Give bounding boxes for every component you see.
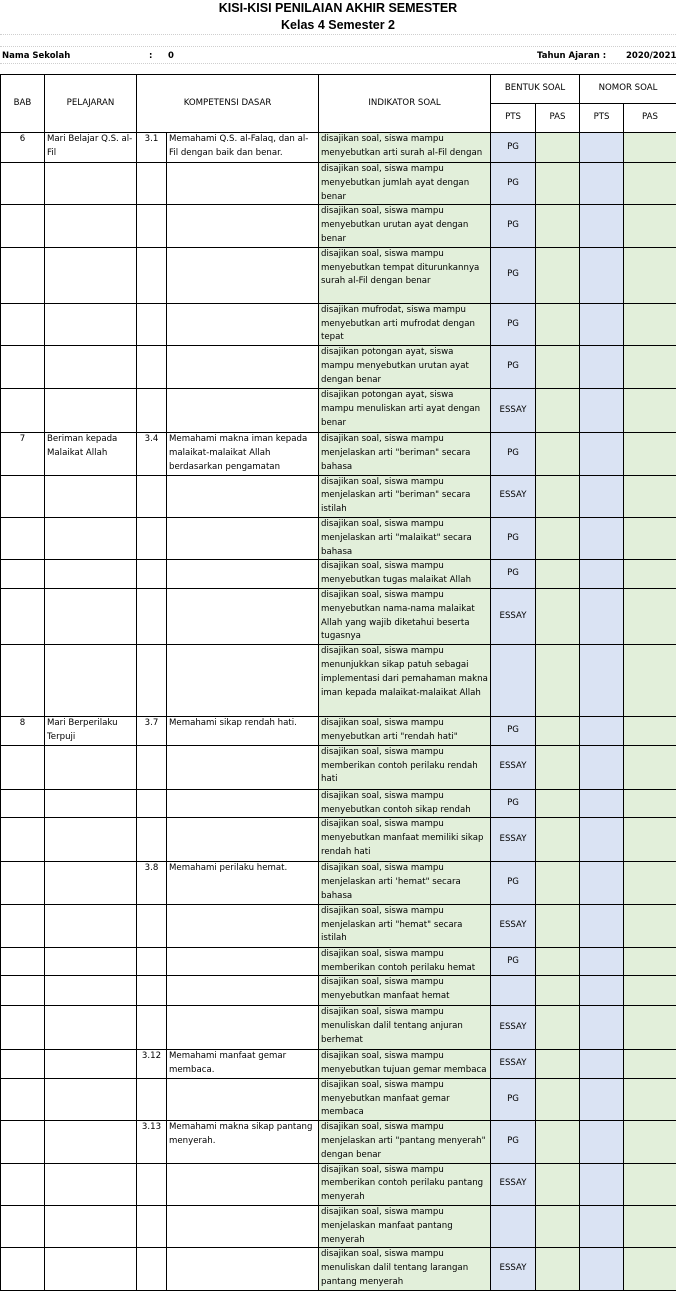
table-cell-kd-number xyxy=(137,976,167,1006)
table-cell-indikator: disajikan soal, siswa mampu menuliskan dalil tentang anjuran berhemat xyxy=(319,1006,491,1050)
table-cell-bentuk-pts: ESSAY xyxy=(491,1248,536,1290)
table-cell-bab xyxy=(1,1121,45,1163)
table-cell-bentuk-pts: ESSAY xyxy=(491,904,536,947)
table-cell-pelajaran xyxy=(45,303,137,345)
table-cell-kompetensi-dasar xyxy=(167,976,319,1006)
table-row xyxy=(1,1163,676,1205)
table-row xyxy=(1,904,676,947)
table-cell-nomor-pts xyxy=(580,1121,624,1163)
table-cell-pelajaran: Beriman kepada Malaikat Allah xyxy=(45,433,137,475)
table-cell-pelajaran xyxy=(45,1050,137,1079)
table-cell-pelajaran xyxy=(45,745,137,789)
table-cell-indikator: disajikan potongan ayat, siswa mampu menyebutkan urutan ayat dengan benar xyxy=(319,346,491,389)
table-cell-kd-number xyxy=(137,205,167,247)
table-cell-bab xyxy=(1,303,45,345)
document-title: KISI-KISI PENILAIAN AKHIR SEMESTER xyxy=(0,1,676,15)
table-cell-kd-number xyxy=(137,588,167,644)
table-cell-bab xyxy=(1,789,45,818)
table-cell-indikator: disajikan soal, siswa mampu menyebutkan manfaat gemar membaca xyxy=(319,1078,491,1120)
table-cell-kd-number xyxy=(137,947,167,976)
table-cell-pelajaran xyxy=(45,1006,137,1050)
table-cell-kompetensi-dasar xyxy=(167,745,319,789)
table-cell-nomor-pas xyxy=(624,475,676,517)
table-cell-nomor-pas xyxy=(624,588,676,644)
table-cell-indikator: disajikan soal, siswa mampu menyebutkan tugas malaikat Allah xyxy=(319,560,491,589)
table-cell-nomor-pts xyxy=(580,163,624,205)
table-cell-bentuk-pas xyxy=(536,303,580,345)
table-cell-indikator: disajikan soal, siswa mampu menyebutkan urutan ayat dengan benar xyxy=(319,205,491,247)
table-cell-bentuk-pas xyxy=(536,475,580,517)
table-cell-nomor-pas xyxy=(624,862,676,904)
table-cell-nomor-pts xyxy=(580,947,624,976)
table-cell-pelajaran xyxy=(45,904,137,947)
table-cell-nomor-pts xyxy=(580,1248,624,1290)
table-row xyxy=(1,1248,676,1290)
table-cell-indikator: disajikan soal, siswa mampu menyebutkan jumlah ayat dengan benar xyxy=(319,163,491,205)
table-cell-kd-number: 3.12 xyxy=(137,1050,167,1079)
table-cell-kd-number: 3.8 xyxy=(137,862,167,904)
table-cell-kd-number: 3.7 xyxy=(137,717,167,746)
table-cell-bab xyxy=(1,645,45,717)
table-cell-nomor-pas xyxy=(624,818,676,862)
table-cell-nomor-pts xyxy=(580,1050,624,1079)
table-cell-pelajaran xyxy=(45,1163,137,1205)
table-cell-bentuk-pts: ESSAY xyxy=(491,588,536,644)
table-row xyxy=(1,1006,676,1050)
table-cell-bentuk-pas xyxy=(536,205,580,247)
table-cell-bab xyxy=(1,862,45,904)
table-cell-kompetensi-dasar xyxy=(167,1163,319,1205)
table-cell-nomor-pas xyxy=(624,433,676,475)
table-cell-nomor-pas xyxy=(624,133,676,163)
table-cell-bentuk-pts: ESSAY xyxy=(491,1050,536,1079)
table-cell-pelajaran xyxy=(45,789,137,818)
table-cell-pelajaran: Mari Berperilaku Terpuji xyxy=(45,717,137,746)
table-cell-indikator: disajikan soal, siswa mampu menyebutkan arti "rendah hati" xyxy=(319,717,491,746)
table-cell-nomor-pas xyxy=(624,745,676,789)
table-cell-nomor-pts xyxy=(580,904,624,947)
table-cell-bentuk-pts: PG xyxy=(491,205,536,247)
table-row xyxy=(1,433,676,475)
school-label: Nama Sekolah xyxy=(2,50,70,62)
table-cell-kompetensi-dasar xyxy=(167,1006,319,1050)
table-cell-pelajaran xyxy=(45,818,137,862)
table-cell-bentuk-pas xyxy=(536,645,580,717)
kisi-kisi-table xyxy=(0,74,676,1291)
table-row xyxy=(1,517,676,559)
table-cell-indikator: disajikan soal, siswa mampu menjelaskan arti "beriman" secara bahasa xyxy=(319,433,491,475)
table-cell-indikator: disajikan soal, siswa mampu menjelaskan arti "pantang menyerah" dengan benar xyxy=(319,1121,491,1163)
table-cell-kd-number xyxy=(137,645,167,717)
table-cell-nomor-pas xyxy=(624,947,676,976)
header-bentuk-soal: BENTUK SOAL xyxy=(491,75,580,104)
table-cell-bentuk-pts: PG xyxy=(491,862,536,904)
table-cell-bab xyxy=(1,205,45,247)
table-cell-pelajaran xyxy=(45,560,137,589)
table-cell-bentuk-pas xyxy=(536,717,580,746)
table-cell-bab xyxy=(1,163,45,205)
header-nomor-soal: NOMOR SOAL xyxy=(580,75,676,104)
table-cell-kd-number xyxy=(137,475,167,517)
table-cell-bentuk-pts: PG xyxy=(491,133,536,163)
table-cell-kd-number xyxy=(137,517,167,559)
table-cell-indikator: disajikan soal, siswa mampu menyebutkan nama-nama malaikat Allah yang wajib diketahui beserta tugasnya xyxy=(319,588,491,644)
table-cell-nomor-pts xyxy=(580,1163,624,1205)
table-cell-bentuk-pts: ESSAY xyxy=(491,389,536,433)
table-cell-nomor-pas xyxy=(624,346,676,389)
table-cell-kompetensi-dasar xyxy=(167,947,319,976)
table-cell-bentuk-pts: PG xyxy=(491,560,536,589)
table-cell-kd-number xyxy=(137,389,167,433)
table-cell-pelajaran: Mari Belajar Q.S. al-Fil xyxy=(45,133,137,163)
table-cell-kompetensi-dasar xyxy=(167,389,319,433)
year-value: 2020/2021 xyxy=(626,50,676,62)
table-cell-nomor-pas xyxy=(624,1163,676,1205)
table-cell-nomor-pas xyxy=(624,560,676,589)
table-cell-kd-number xyxy=(137,303,167,345)
table-cell-nomor-pts xyxy=(580,433,624,475)
table-cell-indikator: disajikan soal, siswa mampu menyebutkan contoh sikap rendah xyxy=(319,789,491,818)
table-cell-nomor-pas xyxy=(624,1006,676,1050)
table-cell-nomor-pas xyxy=(624,1121,676,1163)
table-cell-bab xyxy=(1,517,45,559)
table-cell-nomor-pas xyxy=(624,717,676,746)
table-row xyxy=(1,389,676,433)
table-cell-bentuk-pas xyxy=(536,1206,580,1248)
table-cell-pelajaran xyxy=(45,645,137,717)
table-cell-kd-number: 3.13 xyxy=(137,1121,167,1163)
table-cell-bab: 7 xyxy=(1,433,45,475)
table-cell-bentuk-pas xyxy=(536,247,580,303)
table-cell-nomor-pts xyxy=(580,1078,624,1120)
table-cell-bab xyxy=(1,745,45,789)
table-cell-nomor-pas xyxy=(624,976,676,1006)
table-cell-indikator: disajikan soal, siswa mampu menuliskan dalil tentang larangan pantang menyerah xyxy=(319,1248,491,1290)
table-cell-bab xyxy=(1,475,45,517)
table-cell-nomor-pts xyxy=(580,645,624,717)
table-cell-kd-number xyxy=(137,560,167,589)
table-cell-bentuk-pts: ESSAY xyxy=(491,1163,536,1205)
table-cell-indikator: disajikan soal, siswa mampu menyebutkan tujuan gemar membaca xyxy=(319,1050,491,1079)
table-cell-pelajaran xyxy=(45,1078,137,1120)
table-cell-kd-number xyxy=(137,1206,167,1248)
table-cell-kompetensi-dasar xyxy=(167,1248,319,1290)
table-cell-nomor-pts xyxy=(580,560,624,589)
table-cell-indikator: disajikan soal, siswa mampu memberikan contoh perilaku hemat xyxy=(319,947,491,976)
table-cell-kompetensi-dasar xyxy=(167,346,319,389)
table-cell-bentuk-pts: PG xyxy=(491,247,536,303)
table-cell-pelajaran xyxy=(45,947,137,976)
table-cell-kd-number: 3.4 xyxy=(137,433,167,475)
table-cell-indikator: disajikan soal, siswa mampu menjelaskan arti "hemat" secara istilah xyxy=(319,904,491,947)
table-row xyxy=(1,163,676,205)
table-cell-kd-number xyxy=(137,163,167,205)
table-cell-kd-number: 3.1 xyxy=(137,133,167,163)
table-cell-nomor-pts xyxy=(580,205,624,247)
table-cell-bab xyxy=(1,1248,45,1290)
table-cell-kompetensi-dasar xyxy=(167,247,319,303)
table-cell-bab xyxy=(1,904,45,947)
table-cell-bentuk-pas xyxy=(536,976,580,1006)
table-cell-indikator: disajikan soal, siswa mampu menjelaskan arti "beriman" secara istilah xyxy=(319,475,491,517)
table-cell-kompetensi-dasar xyxy=(167,645,319,717)
header-bentuk-pts: PTS xyxy=(491,104,536,133)
table-cell-indikator: disajikan soal, siswa mampu menyebutkan manfaat hemat xyxy=(319,976,491,1006)
table-cell-nomor-pts xyxy=(580,818,624,862)
table-cell-bentuk-pas xyxy=(536,745,580,789)
header-indikator-soal: INDIKATOR SOAL xyxy=(319,75,491,133)
table-cell-bab xyxy=(1,588,45,644)
table-cell-kompetensi-dasar: Memahami sikap rendah hati. xyxy=(167,717,319,746)
header-pelajaran: PELAJARAN xyxy=(45,75,137,133)
table-cell-kd-number xyxy=(137,1248,167,1290)
table-cell-kompetensi-dasar xyxy=(167,818,319,862)
table-cell-kompetensi-dasar: Memahami makna sikap pantang menyerah. xyxy=(167,1121,319,1163)
table-cell-bentuk-pts: PG xyxy=(491,947,536,976)
table-cell-nomor-pas xyxy=(624,1248,676,1290)
table-cell-nomor-pas xyxy=(624,1206,676,1248)
table-row xyxy=(1,133,676,163)
table-cell-indikator: disajikan mufrodat, siswa mampu menyebutkan arti mufrodat dengan tepat xyxy=(319,303,491,345)
table-cell-kd-number xyxy=(137,346,167,389)
table-cell-bentuk-pas xyxy=(536,1006,580,1050)
table-cell-nomor-pts xyxy=(580,862,624,904)
table-cell-nomor-pts xyxy=(580,133,624,163)
table-cell-bentuk-pts: PG xyxy=(491,789,536,818)
table-cell-pelajaran xyxy=(45,1248,137,1290)
table-cell-pelajaran xyxy=(45,163,137,205)
table-cell-bentuk-pas xyxy=(536,1078,580,1120)
table-row xyxy=(1,247,676,303)
table-cell-indikator: disajikan soal, siswa mampu menjelaskan arti "malaikat" secara bahasa xyxy=(319,517,491,559)
school-value: 0 xyxy=(168,50,174,62)
table-cell-kd-number xyxy=(137,818,167,862)
table-cell-bentuk-pts xyxy=(491,645,536,717)
table-cell-nomor-pas xyxy=(624,247,676,303)
header-nomor-pts: PTS xyxy=(580,104,624,133)
table-cell-pelajaran xyxy=(45,588,137,644)
table-cell-bab xyxy=(1,346,45,389)
table-cell-nomor-pts xyxy=(580,588,624,644)
table-cell-nomor-pts xyxy=(580,346,624,389)
table-cell-bentuk-pas xyxy=(536,947,580,976)
table-cell-bentuk-pas xyxy=(536,1248,580,1290)
table-cell-bentuk-pts: PG xyxy=(491,1078,536,1120)
table-cell-bentuk-pts: ESSAY xyxy=(491,475,536,517)
table-cell-bentuk-pts: PG xyxy=(491,346,536,389)
table-cell-pelajaran xyxy=(45,1121,137,1163)
table-row xyxy=(1,346,676,389)
table-cell-bab xyxy=(1,1163,45,1205)
table-cell-kompetensi-dasar: Memahami perilaku hemat. xyxy=(167,862,319,904)
table-cell-kompetensi-dasar xyxy=(167,1078,319,1120)
table-cell-bentuk-pts: ESSAY xyxy=(491,1006,536,1050)
table-cell-nomor-pas xyxy=(624,205,676,247)
table-cell-pelajaran xyxy=(45,389,137,433)
table-cell-kd-number xyxy=(137,789,167,818)
table-row xyxy=(1,976,676,1006)
table-cell-indikator: disajikan soal, siswa mampu menjelaskan arti 'hemat" secara bahasa xyxy=(319,862,491,904)
table-cell-nomor-pts xyxy=(580,247,624,303)
table-cell-nomor-pas xyxy=(624,163,676,205)
table-row xyxy=(1,862,676,904)
table-cell-kompetensi-dasar xyxy=(167,904,319,947)
table-cell-pelajaran xyxy=(45,517,137,559)
table-cell-indikator: disajikan soal, siswa mampu memberikan contoh perilaku rendah hati xyxy=(319,745,491,789)
table-cell-kompetensi-dasar xyxy=(167,517,319,559)
table-cell-bentuk-pts: PG xyxy=(491,433,536,475)
table-cell-indikator: disajikan soal, siswa mampu menyebutkan tempat diturunkannya surah al-Fil dengan benar xyxy=(319,247,491,303)
table-cell-kd-number xyxy=(137,1078,167,1120)
table-cell-pelajaran xyxy=(45,247,137,303)
table-cell-nomor-pts xyxy=(580,789,624,818)
table-cell-bentuk-pts xyxy=(491,1206,536,1248)
table-cell-bab xyxy=(1,389,45,433)
table-cell-indikator: disajikan soal, siswa mampu menunjukkan sikap patuh sebagai implementasi dari pemahaman makna iman kepada malaikat-malaikat Allah xyxy=(319,645,491,717)
table-cell-nomor-pts xyxy=(580,976,624,1006)
table-row xyxy=(1,717,676,746)
table-cell-bentuk-pas xyxy=(536,133,580,163)
table-cell-bentuk-pas xyxy=(536,789,580,818)
table-cell-nomor-pas xyxy=(624,645,676,717)
table-cell-nomor-pas xyxy=(624,1078,676,1120)
table-cell-nomor-pts xyxy=(580,475,624,517)
table-cell-bentuk-pts: PG xyxy=(491,1121,536,1163)
table-cell-bab xyxy=(1,947,45,976)
table-cell-bentuk-pas xyxy=(536,433,580,475)
table-cell-kompetensi-dasar xyxy=(167,163,319,205)
table-cell-pelajaran xyxy=(45,976,137,1006)
table-cell-bentuk-pas xyxy=(536,862,580,904)
table-cell-bab xyxy=(1,1206,45,1248)
table-cell-bentuk-pas xyxy=(536,389,580,433)
table-cell-bentuk-pas xyxy=(536,517,580,559)
table-cell-indikator: disajikan soal, siswa mampu menjelaskan manfaat pantang menyerah xyxy=(319,1206,491,1248)
table-cell-bentuk-pas xyxy=(536,1050,580,1079)
header-bab: BAB xyxy=(1,75,45,133)
table-cell-nomor-pas xyxy=(624,389,676,433)
table-cell-nomor-pts xyxy=(580,1206,624,1248)
table-cell-bentuk-pas xyxy=(536,588,580,644)
table-cell-bentuk-pts: PG xyxy=(491,717,536,746)
table-cell-pelajaran xyxy=(45,346,137,389)
document-subtitle: Kelas 4 Semester 2 xyxy=(0,18,676,32)
table-cell-bentuk-pts: PG xyxy=(491,303,536,345)
table-cell-pelajaran xyxy=(45,475,137,517)
table-cell-kd-number xyxy=(137,247,167,303)
table-cell-bentuk-pts: ESSAY xyxy=(491,745,536,789)
table-cell-nomor-pts xyxy=(580,717,624,746)
table-row xyxy=(1,947,676,976)
table-cell-nomor-pas xyxy=(624,517,676,559)
table-cell-kd-number xyxy=(137,904,167,947)
table-cell-kompetensi-dasar xyxy=(167,303,319,345)
table-row xyxy=(1,560,676,589)
table-cell-bentuk-pas xyxy=(536,346,580,389)
table-cell-pelajaran xyxy=(45,205,137,247)
table-cell-kompetensi-dasar xyxy=(167,560,319,589)
table-row xyxy=(1,303,676,345)
table-cell-nomor-pts xyxy=(580,389,624,433)
table-row xyxy=(1,789,676,818)
table-cell-bentuk-pas xyxy=(536,904,580,947)
table-cell-bentuk-pas xyxy=(536,818,580,862)
table-cell-pelajaran xyxy=(45,1206,137,1248)
table-cell-bab xyxy=(1,560,45,589)
table-row xyxy=(1,1078,676,1120)
table-cell-kompetensi-dasar: Memahami makna iman kepada malaikat-malaikat Allah berdasarkan pengamatan xyxy=(167,433,319,475)
table-cell-kd-number xyxy=(137,745,167,789)
table-cell-nomor-pas xyxy=(624,1050,676,1079)
table-cell-bab: 6 xyxy=(1,133,45,163)
table-cell-kompetensi-dasar: Memahami manfaat gemar membaca. xyxy=(167,1050,319,1079)
table-cell-bentuk-pts: PG xyxy=(491,517,536,559)
table-row xyxy=(1,1206,676,1248)
header-kompetensi-dasar: KOMPETENSI DASAR xyxy=(137,75,319,133)
table-row xyxy=(1,745,676,789)
table-cell-kompetensi-dasar xyxy=(167,789,319,818)
table-cell-nomor-pts xyxy=(580,745,624,789)
table-cell-bab xyxy=(1,1050,45,1079)
table-cell-bentuk-pts: ESSAY xyxy=(491,818,536,862)
table-cell-indikator: disajikan soal, siswa mampu menyebutkan arti surah al-Fil dengan xyxy=(319,133,491,163)
table-cell-kd-number xyxy=(137,1163,167,1205)
table-cell-nomor-pas xyxy=(624,303,676,345)
table-cell-bab xyxy=(1,1078,45,1120)
table-cell-bentuk-pts xyxy=(491,976,536,1006)
table-cell-indikator: disajikan potongan ayat, siswa mampu menuliskan arti ayat dengan benar xyxy=(319,389,491,433)
table-cell-kompetensi-dasar: Memahami Q.S. al-Falaq, dan al-Fil dengan baik dan benar. xyxy=(167,133,319,163)
table-row xyxy=(1,818,676,862)
table-cell-indikator: disajikan soal, siswa mampu menyebutkan manfaat memiliki sikap rendah hati xyxy=(319,818,491,862)
header-nomor-pas: PAS xyxy=(624,104,676,133)
table-row xyxy=(1,1121,676,1163)
table-cell-kd-number xyxy=(137,1006,167,1050)
table-cell-kompetensi-dasar xyxy=(167,1206,319,1248)
table-row xyxy=(1,205,676,247)
table-cell-nomor-pas xyxy=(624,904,676,947)
table-cell-bab xyxy=(1,1006,45,1050)
header-bentuk-pas: PAS xyxy=(536,104,580,133)
table-cell-bab xyxy=(1,818,45,862)
school-colon: : xyxy=(149,50,152,62)
table-row xyxy=(1,588,676,644)
table-cell-nomor-pts xyxy=(580,303,624,345)
table-cell-pelajaran xyxy=(45,862,137,904)
table-cell-bentuk-pas xyxy=(536,1163,580,1205)
table-cell-nomor-pas xyxy=(624,789,676,818)
table-cell-bentuk-pas xyxy=(536,1121,580,1163)
table-cell-bentuk-pas xyxy=(536,560,580,589)
year-label: Tahun Ajaran : xyxy=(537,50,606,62)
table-cell-kompetensi-dasar xyxy=(167,205,319,247)
table-cell-bentuk-pts: PG xyxy=(491,163,536,205)
table-cell-bab xyxy=(1,247,45,303)
table-cell-nomor-pts xyxy=(580,1006,624,1050)
table-cell-kompetensi-dasar xyxy=(167,475,319,517)
table-cell-bab: 8 xyxy=(1,717,45,746)
table-cell-indikator: disajikan soal, siswa mampu memberikan contoh perilaku pantang menyerah xyxy=(319,1163,491,1205)
table-row xyxy=(1,1050,676,1079)
table-row xyxy=(1,645,676,717)
table-cell-nomor-pts xyxy=(580,517,624,559)
table-cell-bab xyxy=(1,976,45,1006)
table-cell-kompetensi-dasar xyxy=(167,588,319,644)
table-row xyxy=(1,475,676,517)
table-cell-bentuk-pas xyxy=(536,163,580,205)
